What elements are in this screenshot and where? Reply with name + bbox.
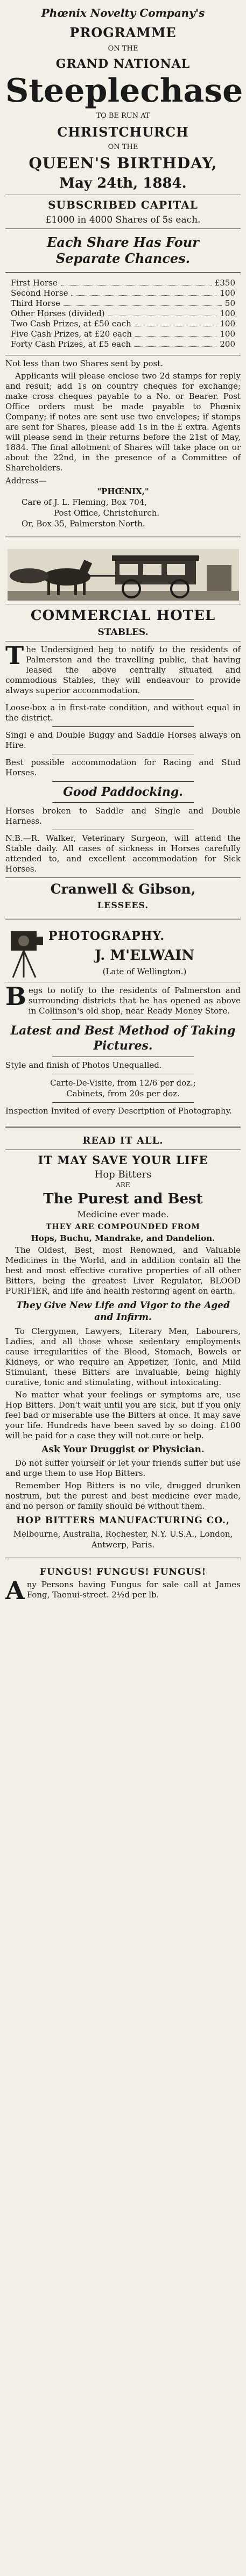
hotel-paragraph: Horses broken to Saddle and Single and Double Harness.	[5, 806, 241, 826]
prize-amount: 100	[220, 288, 235, 298]
fungus-text: Any Persons having Fungus for sale call at James Fong, Taonui-street. 2½d per lb.	[5, 1576, 241, 1605]
photo-title: PHOTOGRAPHY.	[48, 929, 165, 943]
prize-label: Two Cash Prizes, at £50 each	[11, 319, 131, 329]
to-be-run-text: TO BE RUN AT	[96, 112, 150, 120]
bitters-locations: Melbourne, Australia, Rochester, N.Y. U.S.A., London, Antwerp, Paris.	[13, 1529, 233, 1550]
prize-row	[11, 288, 235, 298]
hotel-paragraph: Best possible accommodation for Racing and Stud Horses.	[5, 758, 241, 777]
ever-made-text: Medicine ever made.	[77, 1209, 169, 1219]
place-heading: CHRISTCHURCH	[57, 124, 189, 140]
stagecoach-engraving	[8, 549, 239, 601]
photographer-name: J. M'ELWAIN	[94, 947, 195, 964]
cabinet-price: Cabinets, from 20s per doz.	[66, 1089, 180, 1098]
divider	[5, 1126, 241, 1128]
phoenix-header: Phœnix Novelty Company's	[41, 6, 205, 19]
hotel-intro: The Undersigned beg to notify to the residents of Palmerston and the travelling public, that having leased the above centrally situated and commodious Stables, they will endeavour to provide always superior accommodation.	[5, 641, 241, 695]
divider	[5, 1558, 241, 1559]
prize-amount: 50	[224, 298, 235, 308]
bitters-company: HOP BITTERS MANUFACTURING CO.,	[16, 1515, 230, 1526]
photographer-late: (Late of Wellington.)	[102, 967, 187, 976]
prize-row	[11, 339, 235, 349]
bitters-paragraph: The Oldest, Best, most Renowned, and Valuable Medicines in the World, and in addition contain all the best and most effective curative properties of all other Bitters, being the greatest Liver Regulator, BLOOD PURIFIER, and life and health restoring agent on earth.	[5, 1245, 241, 1296]
address-name: "PHŒNIX,"	[97, 487, 149, 496]
photo-intro: Begs to notify to the residents of Palmerston and surrounding districts that he has opened as above in Collinson's old shop, near Ready Money Store.	[5, 982, 241, 1016]
hotel-title: COMMERCIAL HOTEL	[30, 608, 216, 624]
good-paddocking-heading: Good Paddocking.	[63, 785, 183, 799]
grand-national-heading: GRAND NATIONAL	[55, 57, 191, 71]
subscribed-heading: SUBSCRIBED CAPITAL	[48, 198, 198, 211]
divider	[5, 877, 241, 878]
hotel-proprietors: Cranwell & Gibson,	[50, 881, 196, 897]
purest-heading: The Purest and Best	[43, 1191, 203, 1207]
ingredients-text: Hops, Buchu, Mandrake, and Dandelion.	[31, 1233, 215, 1243]
hotel-subtitle: STABLES.	[97, 627, 149, 638]
prize-amount: 100	[220, 329, 235, 339]
hotel-paragraph: Loose-box a in first-rate condition, and without equal in the district.	[5, 703, 241, 723]
hop-bitters-name: Hop Bitters	[94, 1169, 152, 1180]
race-date: May 24th, 1884.	[59, 175, 187, 191]
divider	[52, 726, 193, 727]
on-the-text: ON THE	[108, 45, 138, 53]
address-line: Post Office, Christchurch.	[54, 508, 160, 518]
hop-bitters-advert	[5, 1132, 241, 1553]
divider	[5, 918, 241, 919]
address-line: Or, Box 35, Palmerston North.	[22, 519, 145, 529]
prize-label: Second Horse	[11, 288, 68, 298]
phoenix-body: Applicants will please enclose two 2d stamps for reply and result; add 1s on country cheques for exchange; make cross cheques payable to a No. or Bearer. Post Office orders must be made payable to Phœnix Company; if notes are sent use two envelopes; if stamps are sent for Shares, please add 1s in the £ extra. Agents will please send in their returns before the 21st of May, 1884. The final allotment of Shares will take place on or about the 22nd, in the presence of a Committee of Shareholders.	[5, 371, 241, 473]
bitters-paragraph: Remember Hop Bitters is no vile, drugged drunken nostrum, but the purest and best medicine ever made, and no person or family should be without them.	[5, 1481, 241, 1511]
prize-label: Other Horses (divided)	[11, 309, 105, 318]
divider	[5, 537, 241, 538]
chances-heading: Each Share Has Four Separate Chances.	[47, 234, 199, 266]
hotel-nb: N.B.—R. Walker, Veterinary Surgeon, will attend the Stable daily. All cases of sickness in Horses carefully attended to, and excellent accommodation for Sick Horses.	[5, 833, 241, 874]
prize-row	[11, 329, 235, 339]
prize-label: Third Horse	[11, 298, 60, 308]
divider	[52, 781, 193, 782]
fungus-heading: FUNGUS! FUNGUS! FUNGUS!	[39, 1567, 207, 1578]
birthday-heading: QUEEN'S BIRTHDAY,	[29, 154, 217, 172]
divider	[52, 699, 193, 700]
phoenix-advert	[5, 3, 241, 532]
bitters-paragraph: No matter what your feelings or symptoms are, use Hop Bitters. Don't wait until you are sick, but if you only feel bad or miserable use the Bitters at once. It may save your life. Hundreds have been saved by so doing. £100 will be paid for a case they will not cure or help.	[5, 1390, 241, 1440]
photo-inspection: Inspection Invited of every Description of Photography.	[5, 1106, 232, 1116]
divider	[5, 272, 241, 273]
save-life-heading: IT MAY SAVE YOUR LIFE	[38, 1153, 208, 1167]
bitters-paragraph: To Clergymen, Lawyers, Literary Men, Labourers, Ladies, and all those whose sedentary employments cause irregularities of the Blood, Stomach, Bowels or Kidneys, or who require an Appetizer, Tonic, and Mild Stimulant, these Bitters are invaluable, being highly curative, tonic and stimulating, without intoxicating.	[5, 1326, 241, 1387]
compounded-heading: THEY ARE COMPOUNDED FROM	[46, 1223, 200, 1231]
prize-amount: 200	[220, 339, 235, 349]
address-line: Care of J. L. Fleming, Box 704,	[22, 497, 147, 507]
prize-label: Forty Cash Prizes, at £5 each	[11, 339, 131, 349]
not-less-text: Not less than two Shares sent by post.	[5, 359, 163, 368]
photography-advert	[5, 924, 241, 1122]
steeplechase-heading: Steeplechase	[5, 72, 243, 110]
photo-style: Style and finish of Photos Unequalled.	[5, 1060, 162, 1070]
are-text: ARE	[116, 1181, 130, 1189]
prize-row	[11, 298, 235, 309]
address-block	[5, 475, 241, 529]
hotel-advert	[5, 543, 241, 914]
divider	[52, 1102, 193, 1103]
prize-amount: 100	[220, 319, 235, 329]
prize-row	[11, 309, 235, 319]
capital-text: £1000 in 4000 Shares of 5s each.	[45, 215, 201, 225]
prize-amount: £350	[214, 278, 235, 288]
divider	[52, 802, 193, 803]
photo-prices	[5, 1078, 241, 1099]
ask-druggist-heading: Ask Your Druggist or Physician.	[41, 1444, 205, 1455]
prize-label: First Horse	[11, 278, 58, 288]
address-label: Address—	[5, 476, 47, 486]
carte-price: Carte-De-Visite, from 12/6 per doz.;	[50, 1078, 196, 1088]
read-heading: READ IT ALL.	[82, 1135, 164, 1146]
prize-row	[11, 319, 235, 329]
divider	[52, 1019, 193, 1020]
prize-amount: 100	[220, 309, 235, 318]
hotel-lessees: LESSEES.	[97, 900, 149, 910]
prize-label: Five Cash Prizes, at £20 each	[11, 329, 132, 339]
bitters-paragraph: Do not suffer yourself or let your friends suffer but use and urge them to use Hop Bitters.	[5, 1458, 241, 1478]
hotel-paragraph: Singl e and Double Buggy and Saddle Horses always on Hire.	[5, 730, 241, 750]
new-life-heading: They Give New Life and Vigor to the Aged and Infirm.	[16, 1300, 230, 1323]
prize-row	[11, 278, 235, 288]
camera-engraving	[5, 927, 44, 979]
latest-heading: Latest and Best Method of Taking Pictures.	[10, 1024, 236, 1053]
on-the-text-2: ON THE	[108, 143, 138, 151]
prize-table	[5, 276, 241, 352]
fungus-advert	[5, 1564, 241, 1605]
programme-heading: PROGRAMME	[69, 25, 177, 40]
